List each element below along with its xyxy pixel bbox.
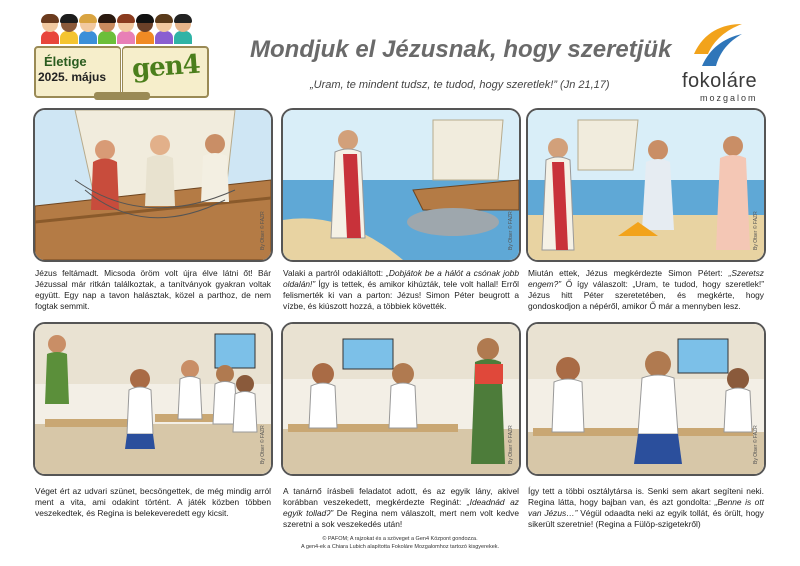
comic-panel-3 — [526, 108, 766, 262]
page-title: Mondjuk el Jézusnak, hogy szeretjük — [250, 36, 672, 63]
footer-line-1: © PAFOM; A rajzokat és a szöveget a Gen4 Központ gondozza. — [322, 536, 478, 542]
caption-text: Ő így válaszolt: „Uram, te tudod, hogy szeretlek!” Jézus hitt Péter szeretetében, és megkérte, hogy gondoskodjon a népéről, amikor Ő már a mennyben lesz. — [528, 279, 764, 311]
caption-text: Véget ért az udvari szünet, becsöngettek, de még mindig arról ment a vita, ami odakint történt. A játék közben többen veszekedtek, és Regina is belekeveredett egy kicsit. — [35, 486, 271, 518]
illustration-credit: By Otser © FAZR — [508, 211, 514, 250]
badge-title: Életige — [44, 54, 87, 69]
comic-panel-1 — [33, 108, 273, 262]
regina-gives-pen-illustration — [528, 324, 764, 474]
caption-text: Miután ettek, Jézus megkérdezte Simon Pétert: — [528, 268, 729, 278]
copyright-footer — [240, 536, 560, 551]
caption-quote: „Ideadnád az egyik tolladʔ” — [283, 497, 519, 518]
caption-quote: „Dobjátok be a hálót a csónak jobb oldalán!” — [283, 268, 519, 289]
org-name: fokoláre — [682, 70, 758, 92]
children-illustration — [40, 16, 204, 48]
org-subtitle: mozgalom — [700, 93, 758, 103]
classroom-argument-illustration — [35, 324, 271, 474]
caption-text: Így is tettek, és amikor kihúzták, tele volt hallal! Erről felismerték ki van a parton: Jézus! Simon Péter beugrott a vízbe, és kiúszott hozzá, a többiek követték. — [283, 279, 519, 311]
bible-quote: „Uram, te mindent tudsz, te tudod, hogy szeretlek!” (Jn 21,17) — [310, 79, 610, 91]
panel-3-caption — [528, 268, 764, 312]
comic-panel-4 — [33, 322, 273, 476]
illustration-credit: By Otser © FAZR — [260, 425, 266, 464]
caption-quote: „Szeretsz engem?” — [528, 268, 764, 289]
illustration-credit: By Otser © FAZR — [260, 211, 266, 250]
illustration-credit: By Otser © FAZR — [753, 211, 759, 250]
caption-text: A tanárnő írásbeli feladatot adott, és az egyik lány, akivel korábban veszekedett, megkérdezte Reginát: — [283, 486, 519, 507]
caption-text: Végül odaadta neki az egyik tollát, és örült, hogy sikerült szeretnie! (Regina a Fülöp-szigetekről) — [528, 508, 764, 529]
jesus-asks-peter-illustration — [528, 110, 764, 260]
gen4-logo: gen4 — [131, 49, 201, 85]
panel-4-caption — [35, 486, 271, 519]
badge-date: 2025. május — [38, 70, 107, 84]
caption-text: Valaki a partról odakiáltott: — [283, 268, 387, 278]
comic-panel-2 — [281, 108, 521, 262]
caption-text: Így tett a többi osztálytársa is. Senki sem akart segíteni neki. Regina látta, hogy bajban van, és azt gondolta: — [528, 486, 764, 507]
panel-1-caption — [35, 268, 271, 312]
comic-panel-5 — [281, 322, 521, 476]
caption-text: Jézus feltámadt. Micsoda öröm volt újra élve látni őt! Bár Jézussal már ritkán találkoztak, a tanítványok gyakran voltak együtt. Egy nap a tavon halásztak, közel a parthoz, de nem fogtak semmit. — [35, 268, 271, 311]
asking-for-pen-illustration — [283, 324, 519, 474]
panel-5-caption — [283, 486, 519, 530]
illustration-credit: By Otser © FAZR — [753, 425, 759, 464]
illustration-credit: By Otser © FAZR — [508, 425, 514, 464]
comic-panel-6 — [526, 322, 766, 476]
footer-line-2: A gen4-ek a Chiara Lubich alapította Fokoláre Mozgalomhoz tartozó kisgyerekek. — [300, 543, 500, 550]
disciples-fishing-illustration — [35, 110, 271, 260]
jesus-on-shore-illustration — [283, 110, 519, 260]
panel-6-caption — [528, 486, 764, 530]
caption-quote: „Benne is ott van Jézus…” — [528, 497, 764, 518]
panel-2-caption — [283, 268, 519, 312]
caption-text: De Regina nem válaszolt, mert nem volt kedve szeretni a sok veszekedés után! — [283, 508, 519, 529]
fokolare-logo-icon — [688, 20, 744, 72]
